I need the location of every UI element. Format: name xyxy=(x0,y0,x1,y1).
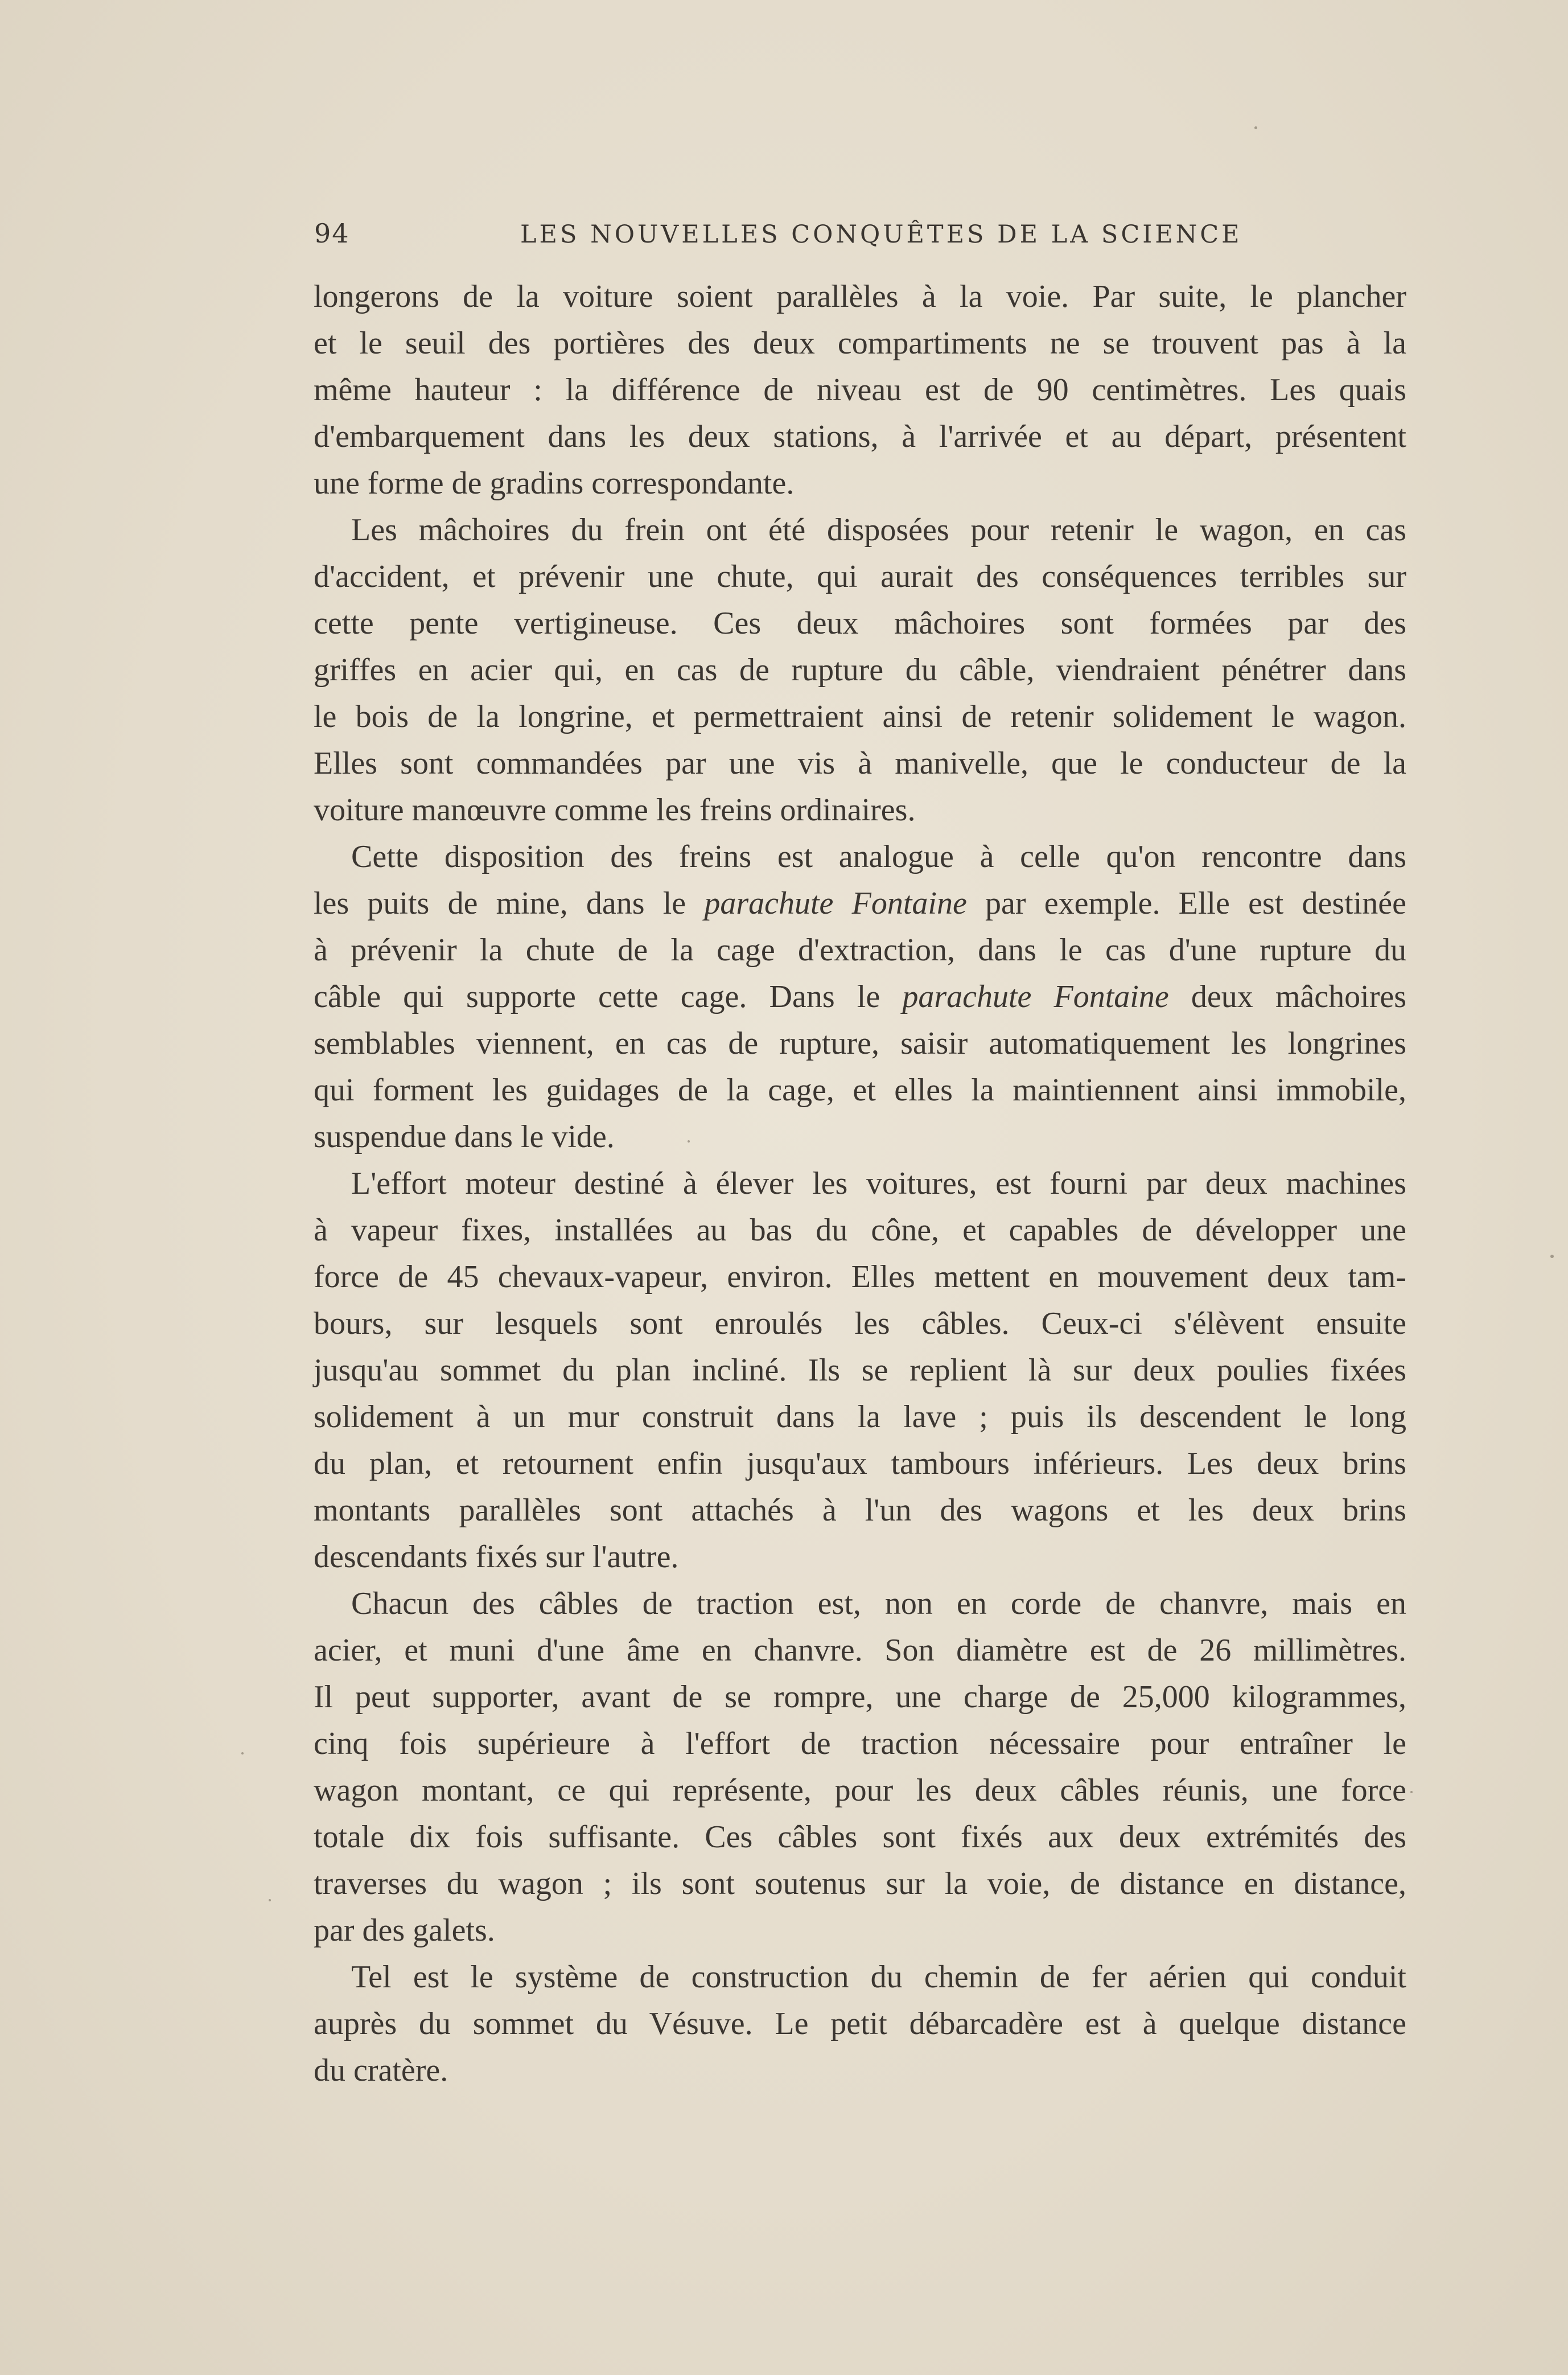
italic-term: parachute Fontaine xyxy=(902,979,1169,1014)
text-line: Chacun des câbles de traction est, non en corde de chanvre, mais en xyxy=(351,1586,1406,1621)
paper-speck xyxy=(1410,1791,1413,1793)
text-line: cette pente vertigineuse. Ces deux mâchoires sont formées par des xyxy=(314,606,1406,641)
text-line: du plan, et retournent enfin jusqu'aux tambours inférieurs. Les deux brins xyxy=(314,1446,1406,1481)
text-line: traverses du wagon ; ils sont soutenus sur la voie, de distance en distance, xyxy=(314,1866,1406,1901)
text-line: Tel est le système de construction du chemin de fer aérien qui conduit xyxy=(351,1959,1406,1995)
italic-term: parachute Fontaine xyxy=(704,886,967,921)
text-line: montants parallèles sont attachés à l'un des wagons et les deux brins xyxy=(314,1493,1406,1528)
text-line: et le seuil des portières des deux compartiments ne se trouvent pas à la xyxy=(314,326,1406,361)
text-line xyxy=(314,880,1406,927)
paper-speck xyxy=(241,1752,244,1754)
text-line: d'embarquement dans les deux stations, à l'arrivée et au départ, présentent xyxy=(314,419,1406,454)
text-run: câble qui supporte cette cage. Dans le xyxy=(314,979,903,1014)
text-line: wagon montant, ce qui représente, pour les deux câbles réunis, une force xyxy=(314,1773,1406,1808)
text-line: d'accident, et prévenir une chute, qui aurait des conséquences terribles sur xyxy=(314,559,1406,594)
text-line: qui forment les guidages de la cage, et elles la maintiennent ainsi immobile, xyxy=(314,1073,1406,1108)
text-line: le bois de la longrine, et permettraient ainsi de retenir solidement le wagon. xyxy=(314,699,1406,734)
text-line: auprès du sommet du Vésuve. Le petit débarcadère est à quelque distance xyxy=(314,2006,1406,2041)
page-number: 94 xyxy=(314,218,350,249)
paragraph-6 xyxy=(314,1954,1406,2094)
text-line: totale dix fois suffisante. Ces câbles sont fixés aux deux extrémités des xyxy=(314,1819,1406,1855)
text-line: Elles sont commandées par une vis à manivelle, que le conducteur de la xyxy=(314,746,1406,781)
text-line: L'effort moteur destiné à élever les voitures, est fourni par deux machines xyxy=(351,1166,1406,1201)
text-line: Cette disposition des freins est analogue à celle qu'on rencontre dans xyxy=(351,839,1406,874)
paragraph-2 xyxy=(314,507,1406,833)
text-line: voiture manœuvre comme les freins ordinaires. xyxy=(314,792,916,828)
text-line: suspendue dans le vide. xyxy=(314,1119,615,1154)
text-line: Les mâchoires du frein ont été disposées pour retenir le wagon, en cas xyxy=(351,512,1406,548)
page-header xyxy=(314,218,1407,258)
running-title: LES NOUVELLES CONQUÊTES DE LA SCIENCE xyxy=(520,220,1242,249)
paper-speck xyxy=(1550,1255,1554,1258)
text-line: semblables viennent, en cas de rupture, saisir automatiquement les longrines xyxy=(314,1026,1406,1061)
paragraph-3 xyxy=(314,833,1406,1160)
text-line: jusqu'au sommet du plan incliné. Ils se replient là sur deux poulies fixées xyxy=(314,1353,1406,1388)
paragraph-4 xyxy=(314,1160,1406,1580)
paper-speck xyxy=(269,1899,271,1901)
text-run: les puits de mine, dans le xyxy=(314,886,705,921)
text-line: descendants fixés sur l'autre. xyxy=(314,1539,679,1575)
text-line: griffes en acier qui, en cas de rupture du câble, viendraient pénétrer dans xyxy=(314,652,1406,688)
paragraph-1 xyxy=(314,273,1406,507)
text-line: du cratère. xyxy=(314,2053,448,2088)
text-line: force de 45 chevaux-vapeur, environ. Elles mettent en mouvement deux tam- xyxy=(314,1259,1406,1295)
paragraph-5 xyxy=(314,1580,1406,1954)
text-line: longerons de la voiture soient parallèles à la voie. Par suite, le plancher xyxy=(314,279,1406,314)
text-line: à vapeur fixes, installées au bas du cône, et capables de développer une xyxy=(314,1213,1406,1248)
paper-speck xyxy=(1254,126,1257,129)
text-line: par des galets. xyxy=(314,1913,495,1948)
text-line: Il peut supporter, avant de se rompre, une charge de 25,000 kilogrammes, xyxy=(314,1679,1406,1715)
text-line: solidement à un mur construit dans la lave ; puis ils descendent le long xyxy=(314,1399,1406,1435)
text-line: une forme de gradins correspondante. xyxy=(314,466,795,501)
text-run: par exemple. Elle est destinée xyxy=(966,886,1406,921)
text-line: même hauteur : la différence de niveau est de 90 centimètres. Les quais xyxy=(314,372,1406,408)
body-text xyxy=(314,273,1406,2094)
text-line: à prévenir la chute de la cage d'extraction, dans le cas d'une rupture du xyxy=(314,932,1406,968)
text-run: deux mâchoires xyxy=(1168,979,1406,1014)
text-line: acier, et muni d'une âme en chanvre. Son diamètre est de 26 millimètres. xyxy=(314,1633,1406,1668)
text-line: bours, sur lesquels sont enroulés les câbles. Ceux-ci s'élèvent ensuite xyxy=(314,1306,1406,1341)
text-line xyxy=(314,973,1406,1020)
text-line: cinq fois supérieure à l'effort de traction nécessaire pour entraîner le xyxy=(314,1726,1406,1761)
